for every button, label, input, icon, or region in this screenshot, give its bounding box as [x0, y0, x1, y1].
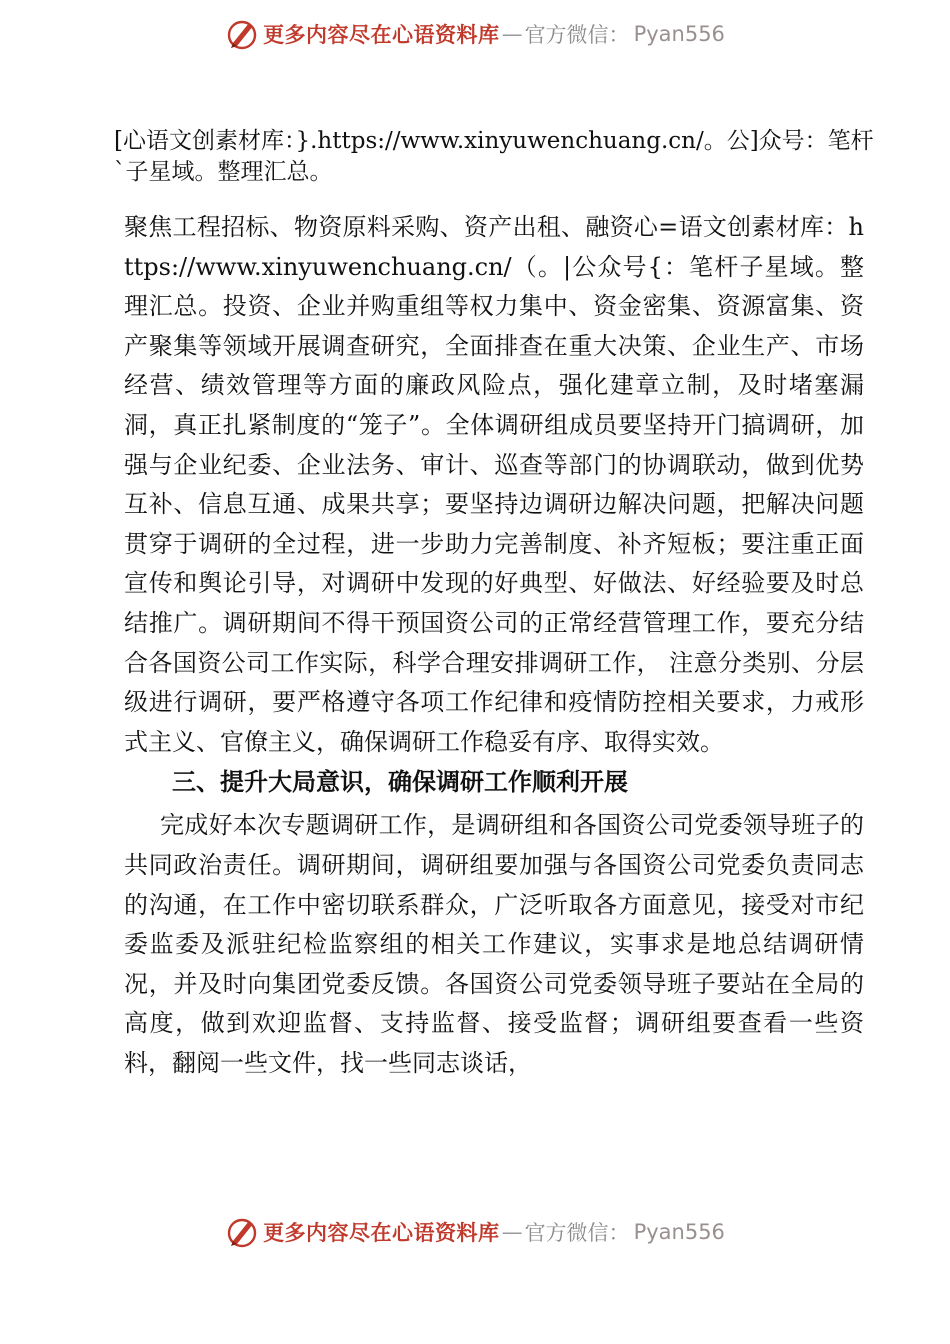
- pen-logo-icon: [225, 1215, 259, 1249]
- pen-logo-icon: [225, 17, 259, 51]
- banner-separator: —: [501, 22, 523, 46]
- section-heading: 三、提升大局意识，确保调研工作顺利开展: [172, 768, 628, 797]
- banner-wechat-id: Pyan556: [633, 1220, 725, 1244]
- paragraph-1: 聚焦工程招标、物资原料采购、资产出租、融资心=语文创素材库：https://www.xinyuwenchuang.cn/（。|公众号{：笔杆子星域。整理汇总。投资、企业并购重组等权力集中、资金密集、资源富集、资产聚集等领域开展调查研究，全面排查在重大决策、企业生产、市场经营、绩效管理等方面的廉政风险点，强化建章立制，及时堵塞漏洞，真正扎紧制度的“笼子”。全体调研组成员要坚持开门搞调研，加强与企业纪委、企业法务、审计、巡查等部门的协调联动，做到优势互补、信息互通、成果共享；要坚持边调研边解决问题，把解决问题贯穿于调研的全过程，进一步助力完善制度、补齐短板；要注重正面宣传和舆论引导，对调研中发现的好典型、好做法、好经验要及时总结推广。调研期间不得干预国资公司的正常经营管理工作，要充分结合各国资公司工作实际，科学合理安排调研工作， 注意分类别、分层级进行调研，要严格遵守各项工作纪律和疫情防控相关要求，力戒形式主义、官僚主义，确保调研工作稳妥有序、取得实效。: [124, 213, 864, 756]
- header-banner: [0, 14, 950, 54]
- banner-wechat-id: Pyan556: [633, 22, 725, 46]
- banner-separator: —: [501, 1220, 523, 1244]
- banner-wechat-label: 官方微信：: [524, 1221, 630, 1245]
- source-note: [心语文创素材库：}.https://www.xinyuwenchuang.cn/。公]众号：笔杆`子星域。整理汇总。: [114, 128, 874, 185]
- footer-banner: [0, 1212, 950, 1252]
- paragraph-2: 完成好本次专题调研工作，是调研组和各国资公司党委领导班子的共同政治责任。调研期间，调研组要加强与各国资公司党委负责同志的沟通，在工作中密切联系群众，广泛听取各方面意见，接受对市纪委监委及派驻纪检监察组的相关工作建议，实事求是地总结调研情况，并及时向集团党委反馈。各国资公司党委领导班子要站在全局的高度，做到欢迎监督、支持监督、接受监督；调研组要查看一些资料，翻阅一些文件，找一些同志谈话，: [124, 811, 864, 1077]
- banner-wechat-label: 官方微信：: [524, 23, 630, 47]
- banner-main-text: 更多内容尽在心语资料库: [263, 1220, 500, 1245]
- document-body: [114, 126, 874, 1083]
- banner-main-text: 更多内容尽在心语资料库: [263, 22, 500, 47]
